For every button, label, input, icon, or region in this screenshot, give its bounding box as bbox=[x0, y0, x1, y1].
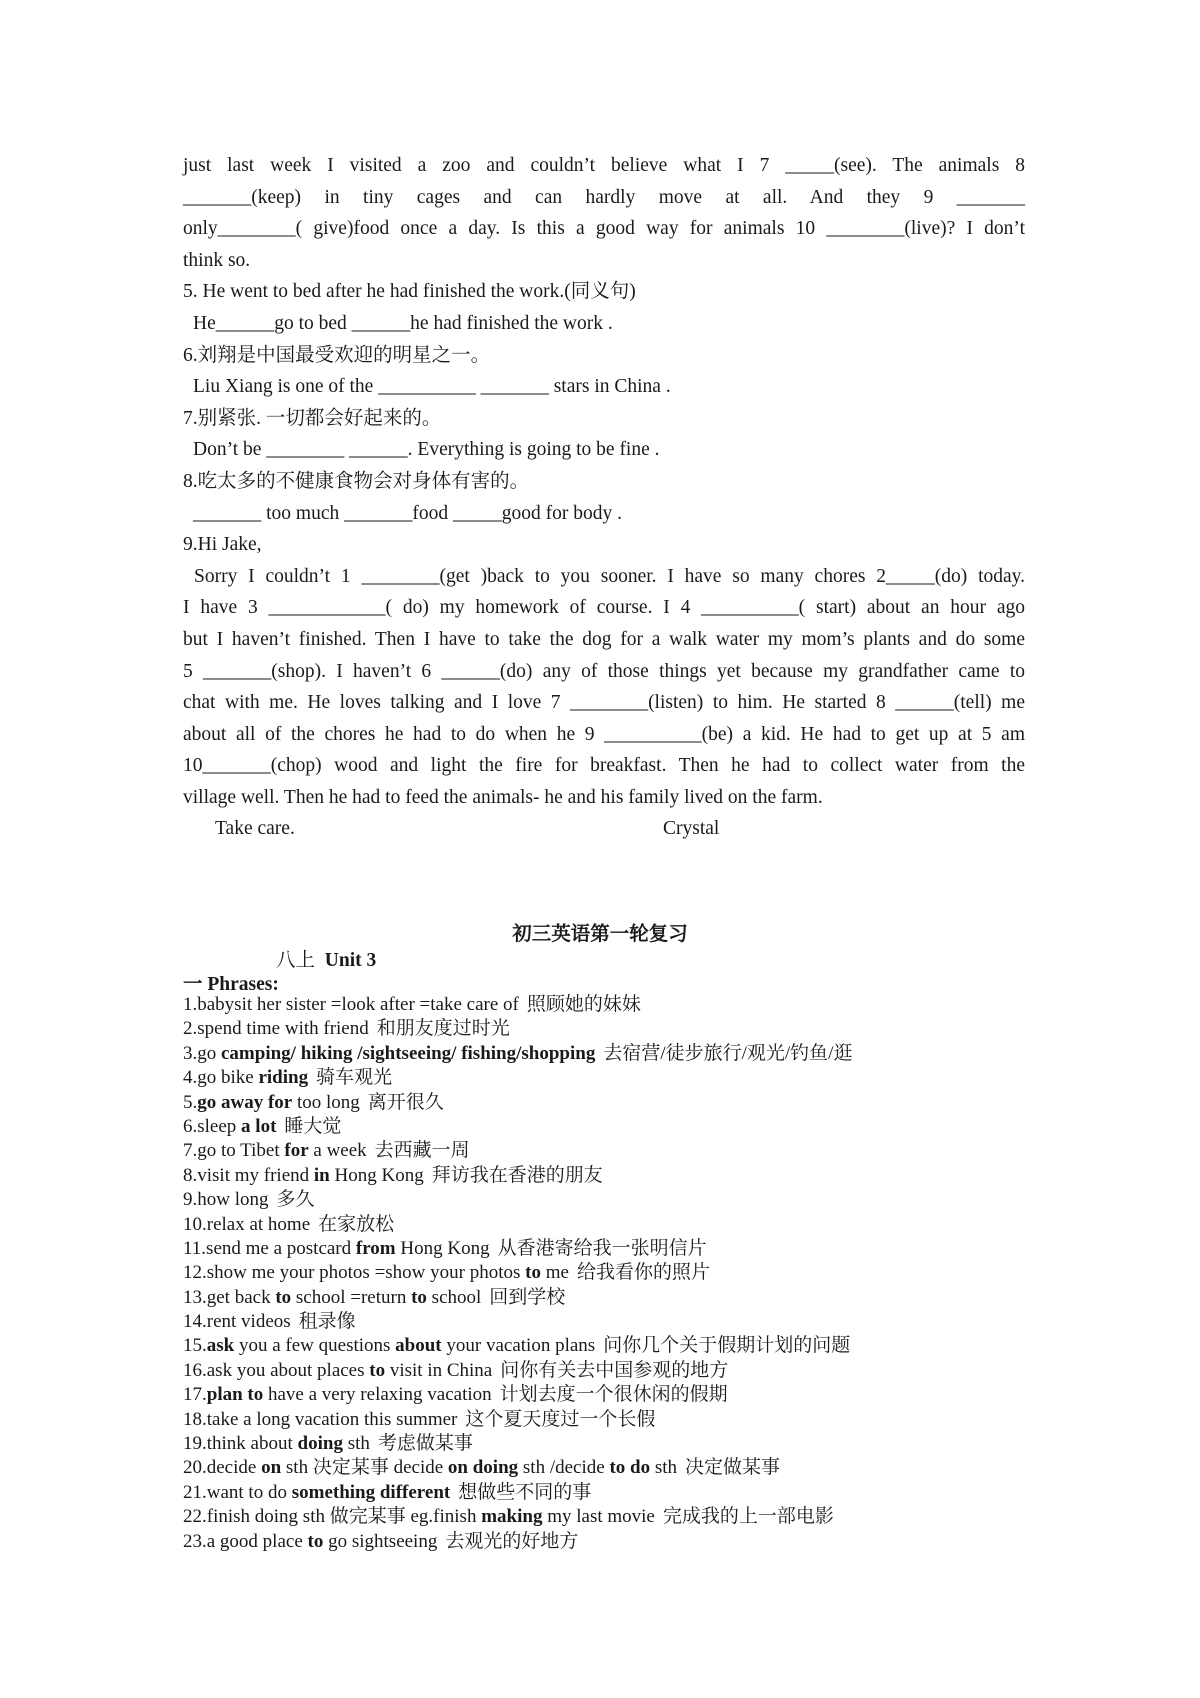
phrase-translation: 从香港寄给我一张明信片 bbox=[497, 1237, 707, 1259]
phrase-bold: go away for bbox=[197, 1091, 293, 1113]
phrase-item bbox=[183, 1017, 1023, 1041]
phrase-text: 20.decide bbox=[183, 1457, 262, 1479]
signature-text: Crystal bbox=[663, 818, 720, 840]
question-7: 7.别紧张. 一切都会好起来的。 bbox=[183, 407, 442, 429]
phrase-bold: plan to bbox=[206, 1384, 264, 1406]
phrase-item bbox=[183, 1164, 1023, 1188]
phrase-item bbox=[183, 1359, 1023, 1383]
phrase-text: sth /decide bbox=[518, 1457, 610, 1479]
phrase-item bbox=[183, 1334, 1023, 1358]
phrase-bold: a lot bbox=[241, 1115, 277, 1137]
phrase-text: school bbox=[426, 1286, 482, 1308]
phrase-text: sth 决定某事 decide bbox=[281, 1457, 448, 1479]
phrase-item bbox=[183, 1456, 1023, 1480]
phrase-text: 6.sleep bbox=[183, 1115, 242, 1137]
phrase-bold: to bbox=[411, 1286, 427, 1308]
phrase-text: 12.show me your photos =show your photos bbox=[183, 1262, 526, 1284]
phrase-item bbox=[183, 1091, 1023, 1115]
phrase-text: 10.relax at home bbox=[183, 1213, 311, 1235]
phrase-text: 22.finish doing sth 做完某事 eg.finish bbox=[183, 1506, 482, 1528]
phrase-translation: 决定做某事 bbox=[685, 1457, 781, 1479]
phrase-item bbox=[183, 1139, 1023, 1163]
phrase-text: me bbox=[541, 1262, 569, 1284]
phrases-heading: 一 Phrases: bbox=[183, 974, 279, 995]
phrase-bold: in bbox=[313, 1164, 330, 1186]
phrase-text: too long bbox=[292, 1091, 360, 1113]
phrase-text: 7.go to Tibet bbox=[183, 1140, 285, 1162]
phrase-bold: doing bbox=[297, 1433, 343, 1455]
phrase-text: you a few questions bbox=[234, 1335, 396, 1357]
phrase-bold: camping/ hiking /sightseeing/ fishing/shopping bbox=[221, 1042, 596, 1064]
phrase-item bbox=[183, 1237, 1023, 1261]
phrase-text: Hong Kong bbox=[395, 1237, 490, 1259]
phrase-translation: 睡大觉 bbox=[284, 1115, 342, 1137]
phrase-text: Hong Kong bbox=[329, 1164, 424, 1186]
phrase-text: 15. bbox=[183, 1335, 207, 1357]
phrase-translation: 给我看你的照片 bbox=[576, 1262, 710, 1284]
phrase-text: 4.go bike bbox=[183, 1067, 259, 1089]
phrase-text: 16.ask you about places bbox=[183, 1359, 370, 1381]
question-9: 9.Hi Jake, bbox=[183, 534, 262, 556]
phrase-item bbox=[183, 1261, 1023, 1285]
question-8: 8.吃太多的不健康食物会对身体有害的。 bbox=[183, 470, 530, 492]
passage-line: just last week I visited a zoo and couldn’t believe what I 7 _____(see). The animals 8 bbox=[183, 155, 1025, 176]
answer-5: He______go to bed ______he had finished the work . bbox=[193, 312, 613, 334]
passage-line: think so. bbox=[183, 249, 251, 271]
phrase-text: 2.spend time with friend bbox=[183, 1018, 369, 1040]
phrase-text: 23.a good place bbox=[183, 1530, 308, 1552]
phrase-translation: 拜访我在香港的朋友 bbox=[431, 1164, 603, 1186]
letter-line: about all of the chores he had to do when he 9 __________(be) a kid. He had to get up at 5 am bbox=[183, 723, 1025, 745]
phrase-item bbox=[183, 1432, 1023, 1456]
phrase-item bbox=[183, 1530, 1023, 1554]
letter-line: 10_______(chop) wood and light the fire for breakfast. Then he had to collect water from the bbox=[183, 755, 1025, 777]
phrase-item bbox=[183, 1066, 1023, 1090]
phrase-text: have a very relaxing vacation bbox=[263, 1384, 492, 1406]
letter-line: chat with me. He loves talking and I love 7 ________(listen) to him. He started 8 ______(tell) me bbox=[183, 692, 1025, 714]
phrase-list bbox=[183, 993, 1023, 1554]
phrase-translation: 完成我的上一部电影 bbox=[662, 1506, 834, 1528]
phrase-translation: 离开很久 bbox=[367, 1091, 444, 1113]
phrase-bold: to do bbox=[609, 1457, 651, 1479]
question-6: 6.刘翔是中国最受欢迎的明星之一。 bbox=[183, 344, 491, 366]
letter-line: I have 3 ____________( do) my homework of course. I 4 __________( start) about an hour ago bbox=[183, 597, 1025, 619]
phrase-item bbox=[183, 1481, 1023, 1505]
phrase-text: sth bbox=[342, 1433, 370, 1455]
phrase-bold: about bbox=[395, 1335, 442, 1357]
phrase-text: school =return bbox=[291, 1286, 412, 1308]
phrase-text: 18.take a long vacation this summer bbox=[183, 1408, 458, 1430]
phrase-text: go sightseeing bbox=[323, 1530, 438, 1552]
phrase-item bbox=[183, 1042, 1023, 1066]
phrase-text: visit in China bbox=[385, 1359, 493, 1381]
phrase-text: 17. bbox=[183, 1384, 207, 1406]
phrase-bold: on doing bbox=[447, 1457, 519, 1479]
phrase-text: sth bbox=[650, 1457, 678, 1479]
phrase-bold: to bbox=[525, 1262, 541, 1284]
phrase-item bbox=[183, 1310, 1023, 1334]
phrase-text: 13.get back bbox=[183, 1286, 276, 1308]
phrase-text: 3.go bbox=[183, 1042, 221, 1064]
phrase-item bbox=[183, 1115, 1023, 1139]
phrase-text: 11.send me a postcard bbox=[183, 1237, 356, 1259]
phrase-text: 1.babysit her sister =look after =take care of bbox=[183, 994, 519, 1015]
phrase-bold: riding bbox=[258, 1067, 309, 1089]
phrase-translation: 问你有关去中国参观的地方 bbox=[500, 1359, 729, 1381]
phrase-bold: ask bbox=[206, 1335, 235, 1357]
closing-text: Take care. bbox=[215, 818, 295, 840]
phrase-bold: on bbox=[261, 1457, 282, 1479]
phrase-item bbox=[183, 1408, 1023, 1432]
phrase-item bbox=[183, 993, 1023, 1017]
unit-heading bbox=[276, 944, 376, 972]
phrase-translation: 租录像 bbox=[298, 1311, 356, 1333]
phrase-text: 21.want to do bbox=[183, 1481, 292, 1503]
phrase-bold: for bbox=[284, 1140, 309, 1162]
phrase-bold: something different bbox=[291, 1481, 451, 1503]
phrase-translation: 多久 bbox=[276, 1189, 315, 1211]
letter-closing bbox=[183, 813, 1025, 845]
phrase-translation: 想做些不同的事 bbox=[458, 1481, 592, 1503]
phrase-text: my last movie bbox=[542, 1506, 655, 1528]
phrase-text: 8.visit my friend bbox=[183, 1164, 314, 1186]
phrase-translation: 问你几个关于假期计划的问题 bbox=[603, 1335, 851, 1357]
review-title: 初三英语第一轮复习 bbox=[512, 924, 688, 945]
phrase-bold: to bbox=[275, 1286, 292, 1308]
phrase-bold: making bbox=[481, 1506, 543, 1528]
phrase-bold: to bbox=[307, 1530, 324, 1552]
phrase-translation: 去宿营/徒步旅行/观光/钓鱼/逛 bbox=[603, 1042, 853, 1064]
phrase-item bbox=[183, 1286, 1023, 1310]
phrase-bold: to bbox=[369, 1359, 386, 1381]
letter-line: but I haven’t finished. Then I have to take the dog for a walk water my mom’s plants and do some bbox=[183, 628, 1025, 650]
phrase-translation: 计划去度一个很休闲的假期 bbox=[499, 1384, 728, 1406]
unit-prefix: 八上 bbox=[276, 950, 316, 971]
passage-line: _______(keep) in tiny cages and can hardly move at all. And they 9 _______ bbox=[183, 186, 1025, 208]
answer-6: Liu Xiang is one of the __________ _______ stars in China . bbox=[193, 376, 671, 398]
phrase-translation: 在家放松 bbox=[318, 1213, 395, 1235]
phrase-translation: 照顾她的妹妹 bbox=[526, 994, 641, 1015]
phrase-bold: from bbox=[355, 1237, 396, 1259]
phrase-text: 9.how long bbox=[183, 1189, 269, 1211]
phrase-text: 19.think about bbox=[183, 1433, 298, 1455]
phrase-translation: 考虑做某事 bbox=[377, 1433, 473, 1455]
question-5: 5. He went to bed after he had finished the work.(同义句) bbox=[183, 281, 636, 303]
phrase-text: your vacation plans bbox=[441, 1335, 596, 1357]
phrase-translation: 去观光的好地方 bbox=[445, 1530, 579, 1552]
letter-line: village well. Then he had to feed the animals- he and his family lived on the farm. bbox=[183, 786, 823, 808]
phrase-text: 5. bbox=[183, 1091, 198, 1113]
phrase-translation: 回到学校 bbox=[489, 1286, 566, 1308]
answer-7: Don’t be ________ ______. Everything is going to be fine . bbox=[193, 439, 660, 461]
phrase-translation: 骑车观光 bbox=[316, 1067, 393, 1089]
phrase-item bbox=[183, 1188, 1023, 1212]
answer-8: _______ too much _______food _____good for body . bbox=[193, 502, 622, 524]
phrase-translation: 和朋友度过时光 bbox=[376, 1018, 510, 1040]
exercise-section bbox=[183, 150, 1025, 845]
letter-line: Sorry I couldn’t 1 ________(get )back to you sooner. I have so many chores 2_____(do) today. bbox=[194, 565, 1025, 587]
phrase-item bbox=[183, 1213, 1023, 1237]
phrase-text: a week bbox=[308, 1140, 367, 1162]
phrase-text: 14.rent videos bbox=[183, 1311, 291, 1333]
passage-line: only________( give)food once a day. Is this a good way for animals 10 ________(live)? I don’t bbox=[183, 218, 1025, 240]
phrase-item bbox=[183, 1383, 1023, 1407]
phrase-item bbox=[183, 1505, 1023, 1529]
unit-name: Unit 3 bbox=[324, 950, 377, 971]
phrase-translation: 这个夏天度过一个长假 bbox=[465, 1408, 656, 1430]
phrase-translation: 去西藏一周 bbox=[374, 1140, 470, 1162]
letter-line: 5 _______(shop). I haven’t 6 ______(do) any of those things yet because my grandfather came to bbox=[183, 660, 1025, 682]
